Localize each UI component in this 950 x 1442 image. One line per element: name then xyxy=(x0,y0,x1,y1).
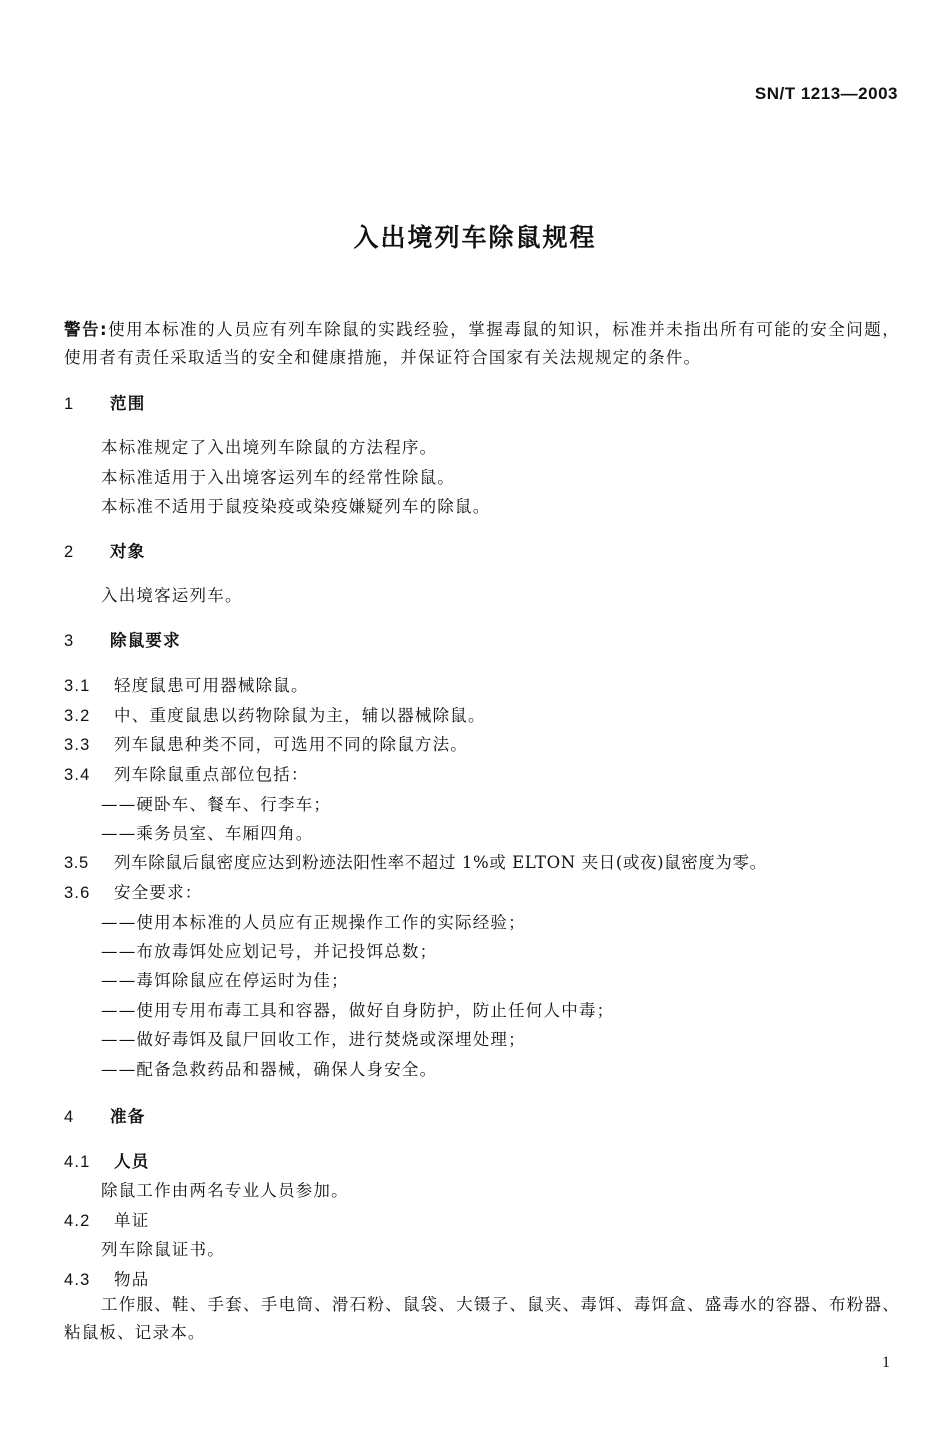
clause-3-3 xyxy=(64,731,468,755)
warning-lead: 警告: xyxy=(64,320,108,339)
clause-4-2-text: 列车除鼠证书。 xyxy=(101,1240,225,1259)
clause-text: 安全要求： xyxy=(114,883,203,902)
clause-3-6 xyxy=(64,879,203,903)
warning-text: 使用本标准的人员应有列车除鼠的实践经验，掌握毒鼠的知识，标准并未指出所有可能的安全问题，使用者有责任采取适当的安全和健康措施，并保证符合国家有关法规规定的条件。 xyxy=(64,320,900,367)
clause-number: 4.1 xyxy=(64,1153,91,1171)
section-2-para-1: 入出境客运列车。 xyxy=(101,586,243,605)
section-1-para-3: 本标准不适用于鼠疫染疫或染疫嫌疑列车的除鼠。 xyxy=(101,497,491,516)
clause-3-5 xyxy=(64,849,767,873)
list-item: ——配备急救药品和器械，确保人身安全。 xyxy=(101,1060,438,1079)
section-3-heading xyxy=(64,627,181,651)
list-item: ——硬卧车、餐车、行李车； xyxy=(101,795,332,814)
list-item: ——使用专用布毒工具和容器，做好自身防护，防止任何人中毒； xyxy=(101,1001,615,1020)
clause-3-2 xyxy=(64,702,486,726)
clause-text: 中、重度鼠患以药物除鼠为主，辅以器械除鼠。 xyxy=(114,706,486,725)
document-title: 入出境列车除鼠规程 xyxy=(353,223,597,252)
list-item: ——使用本标准的人员应有正规操作工作的实际经验； xyxy=(101,913,526,932)
page-number: 1 xyxy=(882,1354,890,1371)
clause-text: 列车除鼠后鼠密度应达到粉迹法阳性率不超过 1%或 ELTON 夹日(或夜)鼠密度为零。 xyxy=(114,853,767,872)
section-title: 对象 xyxy=(110,542,146,561)
clause-text: 列车除鼠重点部位包括： xyxy=(114,765,309,784)
clause-text: 列车鼠患种类不同，可选用不同的除鼠方法。 xyxy=(114,735,468,754)
section-title: 除鼠要求 xyxy=(110,631,181,650)
list-item: ——毒饵除鼠应在停运时为佳； xyxy=(101,971,349,990)
clause-number: 4.2 xyxy=(64,1212,91,1230)
clause-4-2 xyxy=(64,1207,149,1231)
clause-4-1-text: 除鼠工作由两名专业人员参加。 xyxy=(101,1181,349,1200)
clause-3-1 xyxy=(64,672,309,696)
list-item: ——乘务员室、车厢四角。 xyxy=(101,824,314,843)
list-item: ——做好毒饵及鼠尸回收工作，进行焚烧或深埋处理； xyxy=(101,1030,526,1049)
clause-number: 4.3 xyxy=(64,1271,91,1289)
clause-number: 3.2 xyxy=(64,707,91,725)
section-1-para-2: 本标准适用于入出境客运列车的经常性除鼠。 xyxy=(101,468,455,487)
list-item: ——布放毒饵处应划记号，并记投饵总数； xyxy=(101,942,438,961)
clause-4-1 xyxy=(64,1148,149,1172)
clause-text: 轻度鼠患可用器械除鼠。 xyxy=(114,676,309,695)
section-number: 1 xyxy=(64,395,75,413)
section-number: 3 xyxy=(64,632,75,650)
clause-4-3 xyxy=(64,1266,149,1290)
clause-number: 3.6 xyxy=(64,884,91,902)
clause-title: 物品 xyxy=(114,1270,150,1289)
section-number: 4 xyxy=(64,1108,75,1126)
section-4-heading xyxy=(64,1103,145,1127)
section-1-heading xyxy=(64,390,145,414)
section-1-para-1: 本标准规定了入出境列车除鼠的方法程序。 xyxy=(101,438,438,457)
clause-number: 3.3 xyxy=(64,736,91,754)
section-2-heading xyxy=(64,538,145,562)
clause-3-4 xyxy=(64,761,309,785)
clause-4-3-text: 工作服、鞋、手套、手电筒、滑石粉、鼠袋、大镊子、鼠夹、毒饵、毒饵盒、盛毒水的容器、布粉器、粘鼠板、记录本。 xyxy=(64,1295,900,1342)
clause-title: 单证 xyxy=(114,1211,150,1230)
section-title: 范围 xyxy=(110,394,146,413)
warning-paragraph xyxy=(64,316,900,372)
section-title: 准备 xyxy=(110,1107,146,1126)
clause-number: 3.4 xyxy=(64,766,91,784)
section-number: 2 xyxy=(64,543,75,561)
clause-number: 3.5 xyxy=(64,854,89,872)
clause-title: 人员 xyxy=(114,1152,150,1171)
standard-code: SN/T 1213—2003 xyxy=(754,84,898,103)
clause-number: 3.1 xyxy=(64,677,91,695)
